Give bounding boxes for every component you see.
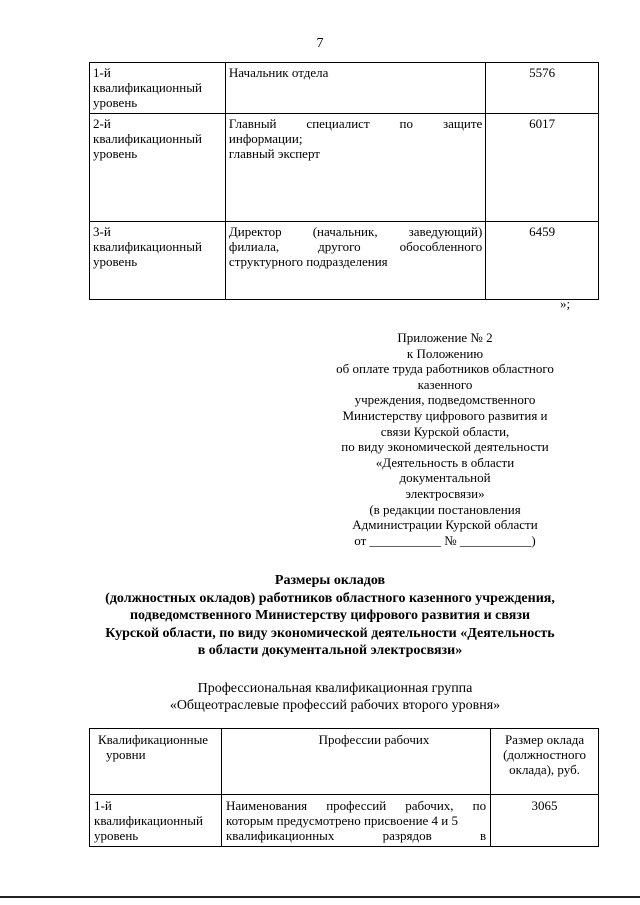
document-title bbox=[40, 572, 620, 660]
position-cell: Директор (начальник, заведующий) филиала, другого обособленного структурного подразделения bbox=[225, 222, 485, 300]
appendix-line: Администрации Курской области bbox=[352, 517, 538, 533]
salary-cell: 6459 bbox=[486, 222, 599, 300]
salary-cell: 5576 bbox=[486, 63, 599, 114]
salary-table-1 bbox=[89, 62, 599, 300]
table-row bbox=[90, 222, 599, 300]
closing-quote: »; bbox=[560, 296, 571, 311]
profession-cell: Наименования профессий рабочих, по которым предусмотрено присвоение 4 и 5 квалификационных разрядов в bbox=[221, 795, 490, 847]
table-row bbox=[90, 795, 599, 847]
group-line: «Общеотраслевые профессий рабочих второго уровня» bbox=[169, 698, 501, 713]
title-line: (должностных окладов) работников областного казенного учреждения, bbox=[105, 590, 555, 606]
level-cell: 2-й квалификационный уровень bbox=[90, 114, 226, 222]
column-header-levels: Квалификационные уровни bbox=[90, 729, 222, 795]
appendix-header bbox=[320, 330, 570, 548]
appendix-line: «Деятельность в области bbox=[375, 454, 515, 470]
appendix-line: электросвязи» bbox=[405, 485, 485, 501]
position-cell: Начальник отдела bbox=[225, 63, 485, 114]
appendix-line: по виду экономической деятельности bbox=[341, 439, 549, 455]
page-bottom-edge bbox=[0, 896, 640, 898]
title-line: в области документальной электросвязи» bbox=[197, 643, 463, 658]
qualification-group-heading bbox=[60, 680, 610, 714]
appendix-line: казенного bbox=[417, 376, 473, 392]
column-header-professions: Профессии рабочих bbox=[221, 729, 490, 795]
group-line: Профессиональная квалификационная группа bbox=[197, 681, 473, 696]
level-cell: 1-й квалификационный уровень bbox=[90, 63, 226, 114]
appendix-line: учреждения, подведомственного bbox=[354, 392, 536, 408]
appendix-line: Министерству цифрового развития и bbox=[342, 407, 548, 423]
title-line: Курской области, по виду экономической деятельности «Деятельность bbox=[105, 625, 555, 641]
appendix-line: об оплате труда работников областного bbox=[336, 361, 554, 377]
title-line: подведомственного Министерству цифрового развития и связи bbox=[129, 608, 531, 623]
appendix-line: документальной bbox=[399, 470, 491, 486]
position-cell: Главный специалист по защите информации; главный эксперт bbox=[225, 114, 485, 222]
appendix-line: к Положению bbox=[406, 345, 484, 361]
salary-cell: 3065 bbox=[491, 795, 599, 847]
level-cell: 1-й квалификационный уровень bbox=[90, 795, 222, 847]
appendix-line: связи Курской области, bbox=[380, 423, 510, 439]
table-row bbox=[90, 63, 599, 114]
salary-table-2 bbox=[89, 728, 599, 847]
appendix-line: Приложение № 2 bbox=[397, 330, 493, 345]
table-header-row bbox=[90, 729, 599, 795]
salary-cell: 6017 bbox=[486, 114, 599, 222]
column-header-salary: Размер оклада (должностного оклада), руб. bbox=[491, 729, 599, 795]
page-number: 7 bbox=[316, 36, 324, 51]
appendix-line: от ___________ № ___________) bbox=[354, 532, 536, 548]
title-line: Размеры окладов bbox=[274, 573, 386, 588]
level-cell: 3-й квалификационный уровень bbox=[90, 222, 226, 300]
table-row bbox=[90, 114, 599, 222]
appendix-line: (в редакции постановления bbox=[369, 501, 521, 517]
